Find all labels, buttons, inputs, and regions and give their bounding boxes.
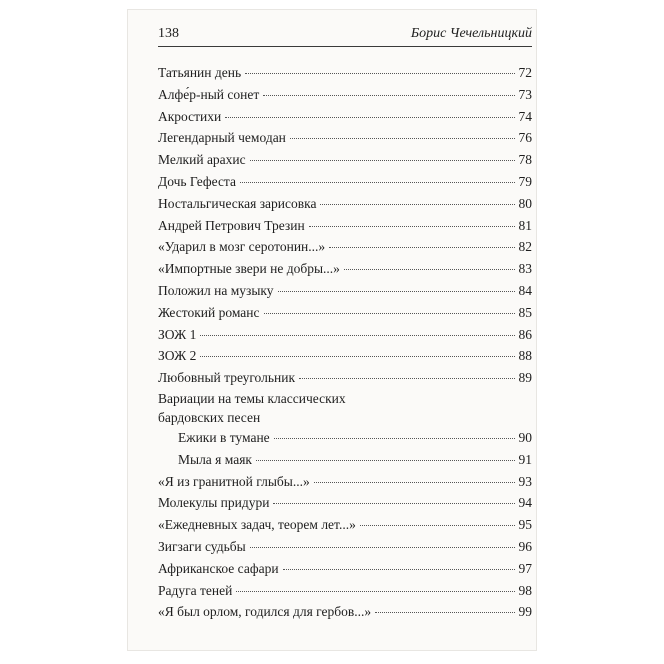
toc-entry [158,127,532,149]
toc-entry-title: Мелкий арахис [158,152,246,168]
toc-entry-title: Дочь Гефеста [158,173,236,189]
dot-leader [264,313,515,314]
toc-entry [158,193,532,215]
dot-leader [250,160,515,161]
toc-entry-title: «Импортные звери не добры...» [158,261,340,277]
toc-entry-page: 85 [518,304,532,320]
toc-entry-title: Жестокий романс [158,304,260,320]
toc-entry-title: «Ударил в мозг серотонин...» [158,239,326,255]
dot-leader [200,335,514,336]
toc-entry [158,149,532,171]
dot-leader [240,182,515,183]
dot-leader [250,547,515,548]
toc-entry-title: «Я из гранитной глыбы...» [158,473,310,489]
dot-leader [344,269,515,270]
toc-entry-title: Зигзаги судьбы [158,538,246,554]
toc-entry [158,171,532,193]
toc-entry [158,345,532,367]
dot-leader [314,482,515,483]
dot-leader [320,204,514,205]
toc-group-heading [158,408,532,427]
toc-entry-page: 94 [518,495,532,511]
toc-entry-title: Ностальгическая зарисовка [158,195,317,211]
toc-entry-title: Легендарный чемодан [158,130,286,146]
toc-entry-page: 83 [518,261,532,277]
dot-leader [375,612,514,613]
toc-entry-title: Мыла я маяк [178,451,252,467]
dot-leader [309,226,515,227]
toc-entry-page: 89 [518,370,532,386]
dot-leader [236,591,514,592]
toc-entry-title: ЗОЖ 1 [158,326,197,342]
author-name: Борис Чечельницкий [410,26,532,41]
toc-entry [158,62,532,84]
dot-leader [256,460,515,461]
toc-entry-page: 74 [518,108,532,124]
toc-entry-page: 99 [518,604,532,620]
toc-entry [158,492,532,514]
toc-entry-page: 81 [518,217,532,233]
toc-entry-page: 79 [518,173,532,189]
toc-entry-page: 82 [518,239,532,255]
toc-entry-page: 98 [518,582,532,598]
dot-leader [278,291,515,292]
dot-leader [245,73,514,74]
toc-entry-page: 95 [518,517,532,533]
toc-entry [158,236,532,258]
toc-entry [158,536,532,558]
toc-entry-page: 90 [518,429,532,445]
toc-entry-title: Татьянин день [158,65,242,80]
toc-entry-title: Молекулы придури [158,495,270,511]
toc-entry-title: Ежики в тумане [178,429,270,445]
toc-entry-title: ЗОЖ 2 [158,348,197,364]
toc-entry [158,471,532,493]
toc-subentry [158,427,532,449]
toc-entry [158,302,532,324]
toc-entry-page: 76 [518,130,532,146]
dot-leader [273,503,514,504]
toc-entry-title: Радуга теней [158,582,233,598]
toc-entry-title: «Я был орлом, годился для гербов...» [158,604,372,620]
toc-entry-page: 88 [518,348,532,364]
toc-group-heading [158,389,532,408]
toc-entry [158,84,532,106]
toc-entry-title: Акростихи [158,108,222,124]
toc-entry-page: 72 [518,65,532,80]
toc-entry-page: 93 [518,473,532,489]
toc-entry-page: 97 [518,560,532,576]
toc-group-title-line1: Вариации на темы классических [158,390,346,406]
toc-entry [158,106,532,128]
toc-entry-page: 86 [518,326,532,342]
toc-entry-page: 96 [518,538,532,554]
toc-entry-page: 78 [518,152,532,168]
toc-group-title-line2: бардовских песен [158,409,261,425]
toc-entry [158,514,532,536]
page-number: 138 [158,26,179,41]
toc-entry [158,215,532,237]
toc-subentry [158,449,532,471]
toc-entry-title: Африканское сафари [158,560,279,576]
toc-entry-page: 84 [518,282,532,298]
toc-entry [158,324,532,346]
dot-leader [360,525,515,526]
dot-leader [290,138,515,139]
toc-entry-page: 80 [518,195,532,211]
toc-entry-title: Андрей Петрович Трезин [158,217,305,233]
table-of-contents [158,62,532,623]
dot-leader [200,356,514,357]
toc-entry [158,258,532,280]
dot-leader [329,247,514,248]
toc-entry-title: Алфе́р-ный сонет [158,86,260,102]
toc-entry [158,580,532,602]
dot-leader [263,95,514,96]
toc-entry-page: 73 [518,86,532,102]
toc-entry [158,558,532,580]
toc-entry-page: 91 [518,451,532,467]
toc-entry [158,367,532,389]
toc-entry-title: Положил на музыку [158,282,274,298]
toc-entry [158,280,532,302]
dot-leader [225,117,514,118]
dot-leader [283,569,515,570]
toc-entry-title: «Ежедневных задач, теорем лет...» [158,517,356,533]
toc-entry [158,601,532,623]
dot-leader [299,378,514,379]
toc-entry-title: Любовный треугольник [158,370,296,386]
dot-leader [274,438,515,439]
running-header [158,24,532,47]
